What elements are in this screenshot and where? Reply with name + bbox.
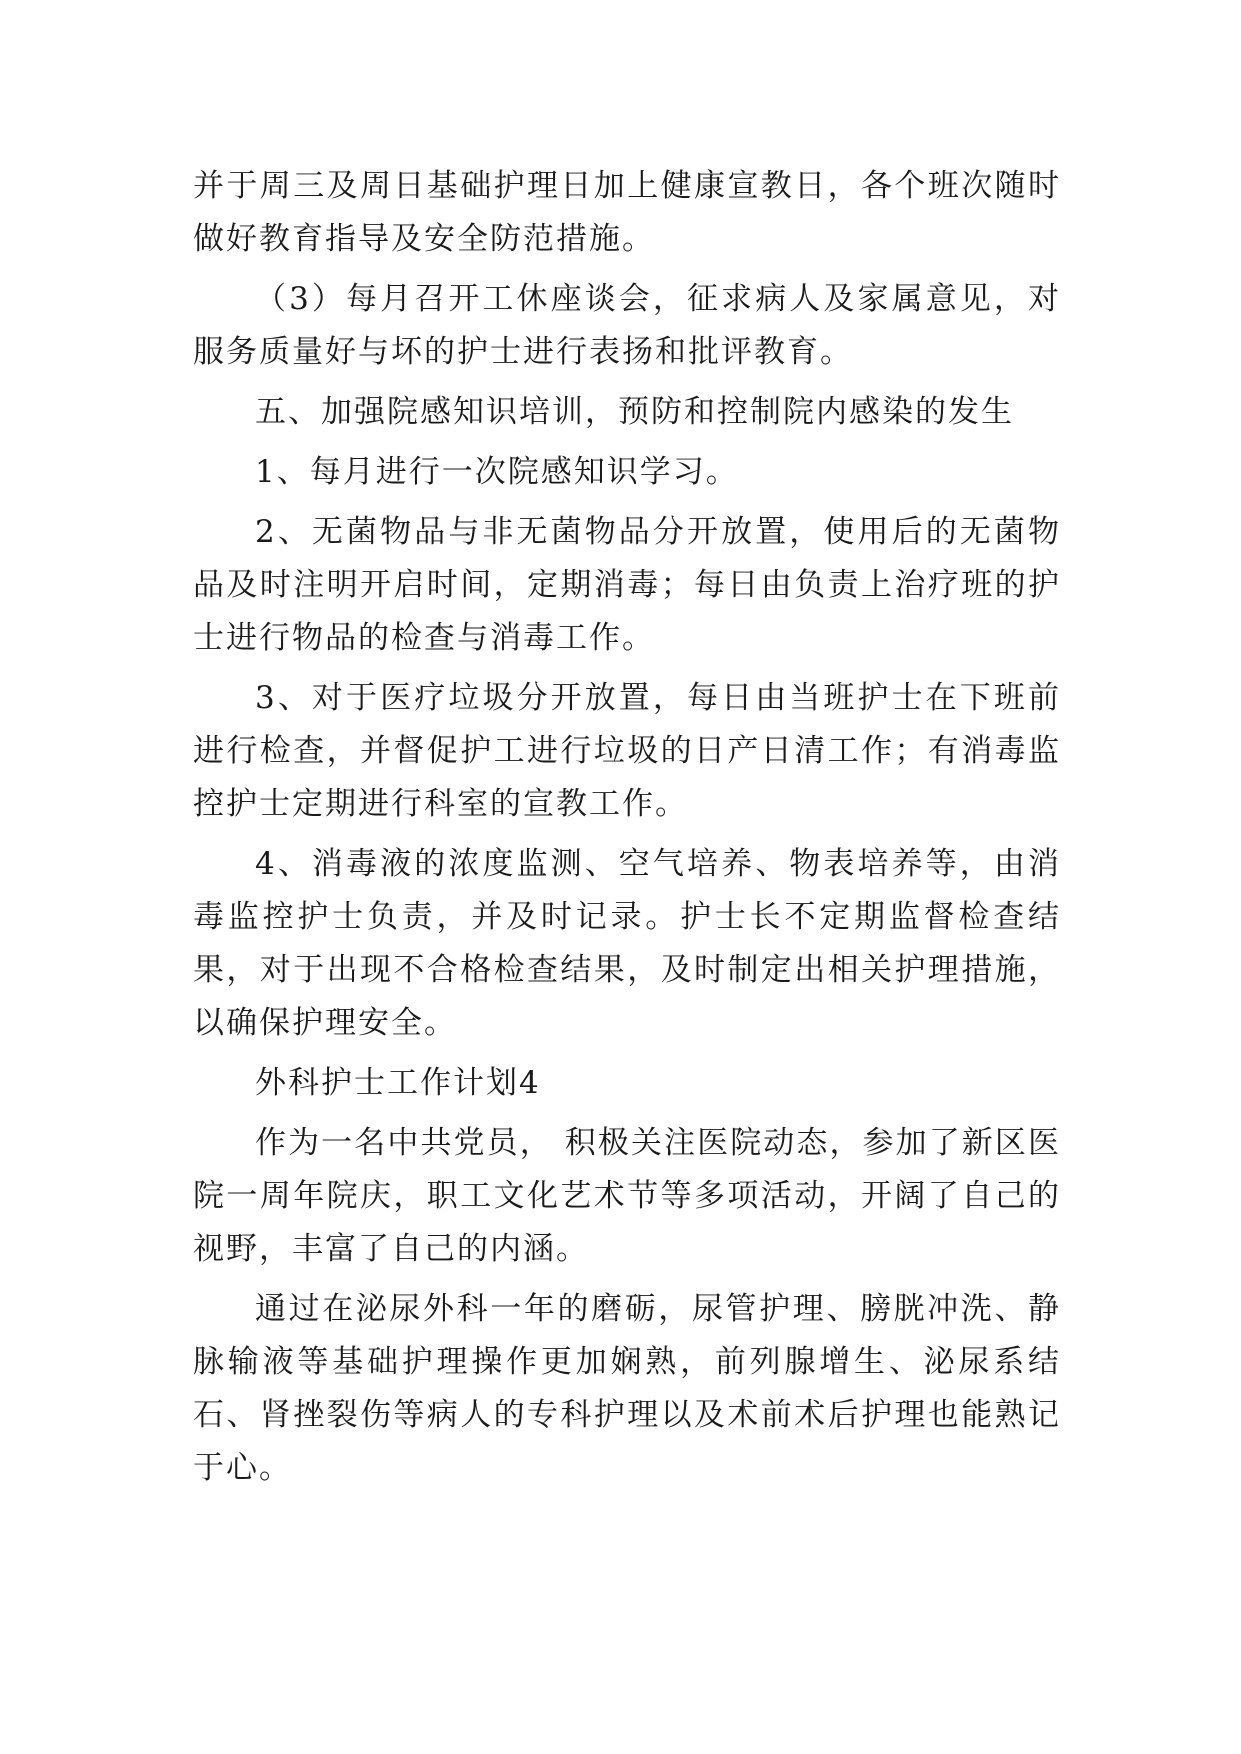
paragraph-point-4: 4、消毒液的浓度监测、空气培养、物表培养等，由消毒监控护士负责，并及时记录。护士长不定期监督检查结果，对于出现不合格检查结果，及时制定出相关护理措施，以确保护理安全。	[193, 846, 1061, 1041]
paragraph-urology-experience: 通过在泌尿外科一年的磨砺，尿管护理、膀胱冲洗、静脉输液等基础护理操作更加娴熟，前列腺增生、泌尿系结石、肾挫裂伤等病人的专科护理以及术前术后护理也能熟记于心。	[193, 1291, 1061, 1486]
paragraph-point-3: 3、对于医疗垃圾分开放置，每日由当班护士在下班前进行检查，并督促护工进行垃圾的日产日清工作；有消毒监控护士定期进行科室的宣教工作。	[193, 680, 1061, 822]
section-heading-five: 五、加强院感知识培训，预防和控制院内感染的发生	[255, 394, 1014, 430]
paragraph-point-2: 2、无菌物品与非无菌物品分开放置，使用后的无菌物品及时注明开启时间，定期消毒；每日由负责上治疗班的护士进行物品的检查与消毒工作。	[193, 514, 1061, 656]
paragraph-point-1: 1、每月进行一次院感知识学习。	[255, 454, 739, 490]
paragraph-item-3: （3）每月召开工休座谈会，征求病人及家属意见，对服务质量好与坏的护士进行表扬和批评教育。	[193, 281, 1061, 370]
paragraph-party-member: 作为一名中共党员， 积极关注医院动态，参加了新区医院一周年院庆，职工文化艺术节等多项活动，开阔了自己的视野，丰富了自己的内涵。	[193, 1125, 1061, 1267]
document-body	[193, 160, 1061, 1502]
section-title-plan-4: 外科护士工作计划4	[255, 1065, 541, 1101]
paragraph-continuation: 并于周三及周日基础护理日加上健康宣教日，各个班次随时做好教育指导及安全防范措施。	[193, 168, 1061, 257]
